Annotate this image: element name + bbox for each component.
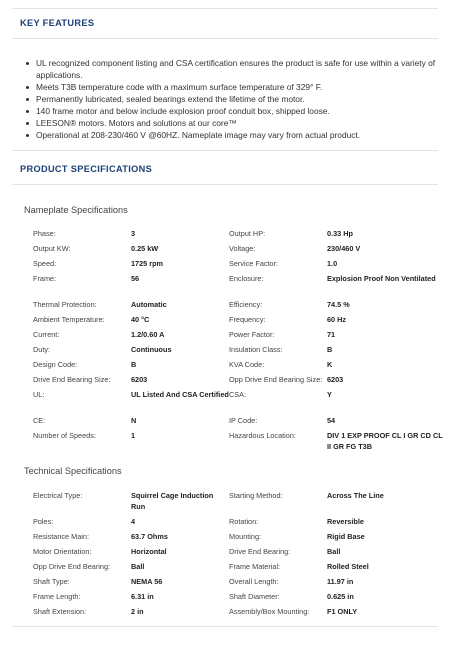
- spec-label: UL:: [33, 390, 45, 399]
- feature-item: 140 frame motor and below include explosion proof conduit box, shipped loose.: [24, 105, 436, 117]
- spec-label: IP Code:: [229, 416, 258, 425]
- feature-item: Meets T3B temperature code with a maximum surface temperature of 329° F.: [24, 81, 436, 93]
- spec-label: KVA Code:: [229, 360, 265, 369]
- spec-value: 74.5 %: [327, 300, 350, 309]
- spec-label: Resistance Main:: [33, 532, 89, 541]
- spec-value: 71: [327, 330, 336, 339]
- product-specs-heading: PRODUCT SPECIFICATIONS: [20, 164, 153, 174]
- spec-row: [33, 529, 443, 544]
- product-specs-divider: [12, 184, 438, 185]
- spec-value: 6203: [327, 375, 344, 384]
- spec-value: 6.31 in: [131, 592, 154, 601]
- spec-label: Thermal Protection:: [33, 300, 97, 309]
- spec-label: Frame Material:: [229, 562, 281, 571]
- spec-label: CE:: [33, 416, 46, 425]
- spec-row: [33, 256, 443, 271]
- spec-value: B: [131, 360, 137, 369]
- spec-row: [33, 327, 443, 342]
- spec-row: [33, 544, 443, 559]
- spec-label: Voltage:: [229, 244, 256, 253]
- spec-value: 4: [131, 517, 136, 526]
- spec-label: Mounting:: [229, 532, 262, 541]
- feature-item: LEESON® motors. Motors and solutions at our core™: [24, 117, 436, 129]
- spec-label: Hazardous Location:: [229, 431, 296, 440]
- spec-value: 6203: [131, 375, 148, 384]
- spec-value: 11.97 in: [327, 577, 354, 586]
- spec-value: 1: [131, 431, 136, 440]
- spec-value: K: [327, 360, 333, 369]
- spec-row: [33, 387, 443, 413]
- spec-row: [33, 357, 443, 372]
- spec-label: Insulation Class:: [229, 345, 283, 354]
- spec-label: Motor Orientation:: [33, 547, 92, 556]
- spec-value: 1.2/0.60 A: [131, 330, 165, 339]
- spec-row: [33, 342, 443, 357]
- spec-label: Shaft Type:: [33, 577, 70, 586]
- spec-value: Explosion Proof Non Ventilated: [327, 274, 436, 283]
- spec-label: Duty:: [33, 345, 51, 354]
- spec-label: Number of Speeds:: [33, 431, 96, 440]
- spec-value: 2 in: [131, 607, 144, 616]
- spec-label: Service Factor:: [229, 259, 279, 268]
- spec-row: [33, 226, 443, 241]
- spec-label: Efficiency:: [229, 300, 263, 309]
- spec-value: 0.625 in: [327, 592, 354, 601]
- spec-label: Starting Method:: [229, 491, 283, 500]
- spec-label: Assembly/Box Mounting:: [229, 607, 310, 616]
- spec-label: Rotation:: [229, 517, 259, 526]
- spec-label: Speed:: [33, 259, 57, 268]
- spec-row: [33, 297, 443, 312]
- spec-value: 40 °C: [131, 315, 150, 324]
- spec-label: Opp Drive End Bearing:: [33, 562, 111, 571]
- spec-label: Drive End Bearing Size:: [33, 375, 111, 384]
- technical-specs-title: Technical Specifications: [24, 466, 122, 476]
- spec-value: B: [327, 345, 333, 354]
- feature-item: Operational at 208-230/460 V @60HZ. Nameplate image may vary from actual product.: [24, 129, 436, 141]
- key-features-heading: KEY FEATURES: [20, 18, 95, 28]
- spec-value: UL Listed And CSA Certified: [131, 390, 229, 399]
- spec-value: NEMA 56: [131, 577, 163, 586]
- spec-value: Rigid Base: [327, 532, 365, 541]
- spec-value: Automatic: [131, 300, 167, 309]
- top-divider: [12, 8, 438, 9]
- nameplate-specs-title: Nameplate Specifications: [24, 205, 128, 215]
- spec-row: [33, 574, 443, 589]
- key-features-list: [24, 57, 436, 141]
- spec-value: 63.7 Ohms: [131, 532, 168, 541]
- spec-value: 1.0: [327, 259, 338, 268]
- spec-label: Phase:: [33, 229, 56, 238]
- spec-label: Output HP:: [229, 229, 266, 238]
- spec-value: F1 ONLY: [327, 607, 358, 616]
- key-features-divider: [12, 38, 438, 39]
- spec-label: Design Code:: [33, 360, 78, 369]
- spec-label: Frequency:: [229, 315, 266, 324]
- spec-row: [33, 372, 443, 387]
- features-bottom-divider: [12, 150, 438, 151]
- spec-value: 3: [131, 229, 136, 238]
- spec-value: Ball: [131, 562, 145, 571]
- spec-label: Frame Length:: [33, 592, 81, 601]
- spec-value: 230/460 V: [327, 244, 361, 253]
- spec-value: Reversible: [327, 517, 364, 526]
- spec-row: [33, 413, 443, 428]
- spec-value: Horizontal: [131, 547, 167, 556]
- spec-label: Electrical Type:: [33, 491, 83, 500]
- spec-row: [33, 271, 443, 297]
- spec-value: 54: [327, 416, 336, 425]
- spec-label: Enclosure:: [229, 274, 264, 283]
- feature-item: Permanently lubricated, sealed bearings extend the lifetime of the motor.: [24, 93, 436, 105]
- nameplate-specs-table: [33, 226, 443, 454]
- spec-row: [33, 428, 443, 454]
- spec-value: Ball: [327, 547, 341, 556]
- spec-label: Power Factor:: [229, 330, 275, 339]
- spec-value: 60 Hz: [327, 315, 347, 324]
- spec-label: Frame:: [33, 274, 57, 283]
- spec-label: Current:: [33, 330, 60, 339]
- spec-label: Shaft Extension:: [33, 607, 87, 616]
- spec-label: Ambient Temperature:: [33, 315, 105, 324]
- spec-value: Across The Line: [327, 491, 384, 500]
- spec-value: Squirrel Cage Induction Run: [131, 491, 214, 511]
- spec-label: Overall Length:: [229, 577, 279, 586]
- spec-value: N: [131, 416, 137, 425]
- spec-row: [33, 241, 443, 256]
- spec-value: 0.25 kW: [131, 244, 159, 253]
- spec-value: 0.33 Hp: [327, 229, 353, 238]
- spec-row: [33, 488, 443, 514]
- spec-value: 1725 rpm: [131, 259, 164, 268]
- spec-value: 56: [131, 274, 140, 283]
- spec-label: Drive End Bearing:: [229, 547, 291, 556]
- spec-row: [33, 604, 443, 619]
- spec-value: Y: [327, 390, 332, 399]
- spec-label: Output KW:: [33, 244, 71, 253]
- spec-label: Poles:: [33, 517, 54, 526]
- bottom-divider: [12, 626, 438, 627]
- spec-row: [33, 589, 443, 604]
- spec-label: CSA:: [229, 390, 247, 399]
- feature-item: UL recognized component listing and CSA certification ensures the product is safe for use within a variety of applications.: [24, 57, 436, 81]
- spec-value: Continuous: [131, 345, 172, 354]
- spec-value: DIV 1 EXP PROOF CL I GR CD CL II GR FG T3B: [327, 431, 443, 451]
- spec-label: Shaft Diameter:: [229, 592, 280, 601]
- spec-row: [33, 514, 443, 529]
- spec-value: Rolled Steel: [327, 562, 369, 571]
- spec-row: [33, 559, 443, 574]
- spec-label: Opp Drive End Bearing Size:: [229, 375, 323, 384]
- technical-specs-table: [33, 488, 443, 619]
- spec-row: [33, 312, 443, 327]
